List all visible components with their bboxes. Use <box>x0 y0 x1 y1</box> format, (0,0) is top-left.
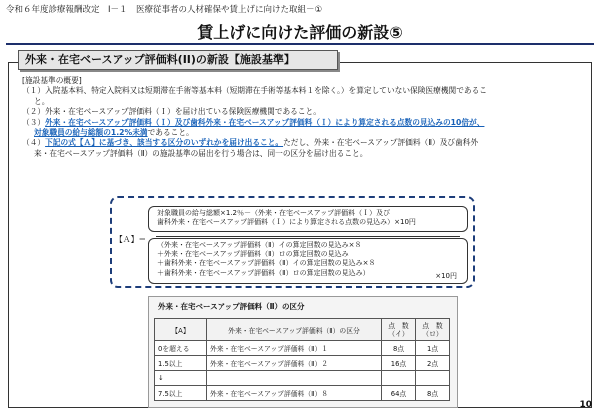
formula-label: 【Ａ】＝ <box>115 235 147 244</box>
cell-category: 外来・在宅ベースアップ評価料（Ⅱ）２ <box>207 356 382 371</box>
formula-denominator-line: ＋歯科外来・在宅ベースアップ評価料（Ⅱ）ロの算定回数の見込み） <box>157 268 370 277</box>
formula-denominator-line: ＋外来・在宅ベースアップ評価料（Ⅱ）ロの算定回数の見込み <box>157 250 349 259</box>
table-header-row <box>155 319 450 341</box>
formula-denominator-line: （外来・在宅ベースアップ評価料（Ⅱ）イの算定回数の見込み×８ <box>157 241 362 249</box>
page-number: 10 <box>579 400 592 410</box>
table-row <box>155 356 450 371</box>
col-header-a: 【A】 <box>155 319 207 341</box>
criteria-item-4-highlight: 下記の式【Ａ】に基づき、該当する区分のいずれかを届け出ること。 <box>45 138 284 148</box>
formula-numerator <box>148 206 468 232</box>
page-title: 賃上げに向けた評価の新設⑤ <box>197 23 403 42</box>
criteria-item-4-cont: 来・在宅ベースアップ評価料（Ⅱ）の施設基準の届出を行う場合は、同一の区分を届け出ること。 <box>34 148 368 158</box>
cell-points-ro: 8点 <box>416 386 450 401</box>
cell-points-ro <box>416 371 450 386</box>
cell-points-i: 64点 <box>382 386 416 401</box>
cell-category <box>207 371 382 386</box>
col-header-i-label: （イ） <box>388 329 409 338</box>
col-header-ro-label: （ロ） <box>422 329 443 338</box>
cell-a-value: ↓ <box>155 371 207 386</box>
cell-category: 外来・在宅ベースアップ評価料（Ⅱ）１ <box>207 341 382 356</box>
criteria-item-3-highlight-2: 対象職員の給与総額の1.2%未満 <box>34 128 148 138</box>
cell-points-i <box>382 371 416 386</box>
formula-numerator-line: 歯科外来・在宅ベースアップ評価料（Ｉ）により算定される点数の見込み）×10円 <box>157 218 416 227</box>
table-row <box>155 371 450 386</box>
breadcrumb: 令和６年度診療報酬改定 Ⅰ－１ 医療従事者の人材確保や賃上げに向けた取組－① <box>6 5 323 15</box>
formula-multiplier: ×10円 <box>435 271 457 280</box>
col-header-points-label: 点 数 <box>388 321 409 330</box>
grade-table-caption: 外来・在宅ベースアップ評価料（Ⅱ）の区分 <box>158 302 305 311</box>
criteria-item-4 <box>22 138 588 148</box>
formula-denominator <box>148 238 468 284</box>
cell-points-i: 16点 <box>382 356 416 371</box>
formula-numerator-line: 対象職員の給与総額×1.2％－（外来・在宅ベースアップ評価料（Ｉ）及び <box>157 209 391 217</box>
criteria-item-3-highlight: 外来・在宅ベースアップ評価料（Ｉ）及び歯科外来・在宅ベースアップ評価料（Ｉ）により算定される点数の見込みの10倍が、 <box>45 117 485 127</box>
col-header-points-ro <box>416 319 450 341</box>
cell-a-value: 1.5以上 <box>155 356 207 371</box>
criteria-item-1-cont: と。 <box>34 96 50 106</box>
title-divider <box>6 43 594 45</box>
col-header-category: 外来・在宅ベースアップ評価料（Ⅱ）の区分 <box>207 319 382 341</box>
fraction-bar <box>156 236 460 237</box>
cell-points-ro: 1点 <box>416 341 450 356</box>
criteria-item-3 <box>22 118 588 128</box>
criteria-item-3-num: （３） <box>22 117 46 127</box>
col-header-points-i <box>382 319 416 341</box>
table-row <box>155 386 450 401</box>
cell-points-ro: 2点 <box>416 356 450 371</box>
cell-a-value: 0を超える <box>155 341 207 356</box>
criteria-item-3-cont <box>22 128 588 138</box>
criteria-heading: [施設基準の概要] <box>22 76 82 85</box>
col-header-points-label: 点 数 <box>422 321 443 330</box>
criteria-item-1: （１）入院基本料、特定入院料又は短期滞在手術等基本料（短期滞在手術等基本料１を除く。）を算定していない保険医療機関であるこ <box>22 86 487 96</box>
criteria-text <box>22 76 588 159</box>
criteria-item-2: （２）外来・在宅ベースアップ評価料（Ｉ）を届け出ている保険医療機関であること。 <box>22 107 321 117</box>
criteria-item-4-num: （４） <box>22 138 46 148</box>
section-tab-label: 外来・在宅ベースアップ評価料(II)の新設【施設基準】 <box>18 50 338 70</box>
formula-denominator-line: ＋歯科外来・在宅ベースアップ評価料（Ⅱ）イの算定回数の見込み×８ <box>157 259 376 268</box>
criteria-item-4-tail: ただし、外来・在宅ベースアップ評価料（Ⅱ）及び歯科外 <box>283 138 479 148</box>
cell-a-value: 7.5以上 <box>155 386 207 401</box>
cell-category: 外来・在宅ベースアップ評価料（Ⅱ）８ <box>207 386 382 401</box>
criteria-item-3-tail: であること。 <box>147 128 194 138</box>
cell-points-i: 8点 <box>382 341 416 356</box>
grade-table <box>154 318 450 401</box>
table-row <box>155 341 450 356</box>
